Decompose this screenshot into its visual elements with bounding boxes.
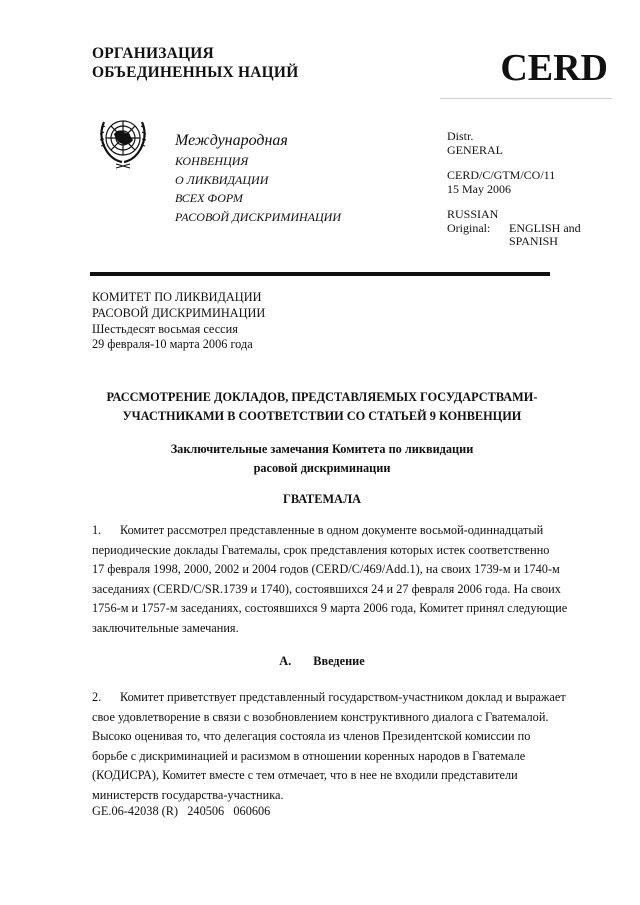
- paragraph-line: (КОДИСРА), Комитет вместе с тем отмечает, что в нее не входили представители: [92, 768, 518, 783]
- title-line: УЧАСТНИКАМИ В СООТВЕТСТВИИ СО СТАТЬЕЙ 9 КОНВЕНЦИИ: [122, 409, 522, 423]
- convention-line: КОНВЕНЦИЯ: [175, 154, 249, 168]
- section-heading-a: [92, 652, 552, 671]
- convention-line: Международная: [175, 132, 288, 149]
- paragraph-number: 2.: [92, 690, 102, 704]
- committee-line: РАСОВОЙ ДИСКРИМИНАЦИИ: [92, 305, 266, 320]
- paragraph-1: [92, 521, 568, 639]
- distribution-block: [447, 130, 581, 249]
- paragraph-line: [92, 521, 552, 541]
- original-label: Original:: [447, 220, 491, 235]
- paragraph-line: борьбе с дискриминацией и расизмом в отношении коренных народов в Гватемале: [92, 748, 526, 763]
- original-language: [447, 222, 581, 249]
- subtitle-line: расовой дискриминации: [253, 461, 391, 475]
- title-line: РАССМОТРЕНИЕ ДОКЛАДОВ, ПРЕДСТАВЛЯЕМЫХ ГОСУДАРСТВАМИ-: [106, 390, 538, 404]
- document-job-number: GE.06-42038 (R) 240506 060606: [92, 804, 271, 818]
- paragraph-line: 17 февраля 1998, 2000, 2002 и 2004 годов (CERD/C/469/Add.1), на своих 1739-м и 1740-м: [92, 562, 560, 577]
- convention-line: О ЛИКВИДАЦИИ: [175, 172, 269, 187]
- paragraph-number: 1.: [92, 523, 102, 537]
- section-letter: A.: [279, 654, 292, 668]
- un-emblem-icon: [92, 110, 154, 172]
- paragraph-line: министерств государства-участника.: [92, 787, 284, 802]
- organization-name: [92, 44, 298, 82]
- paragraph-line: свое удовлетворение в связи с возобновлением конструктивного диалога с Гватемалой.: [92, 709, 549, 724]
- organization-line: ОРГАНИЗАЦИЯ: [92, 45, 214, 62]
- committee-block: [92, 290, 265, 353]
- session-line: Шестьдесят восьмая сессия: [92, 321, 238, 336]
- header-rule: [90, 272, 550, 276]
- document-title: [92, 388, 552, 426]
- original-value-line: SPANISH: [509, 234, 558, 248]
- original-value: [509, 222, 581, 249]
- document-symbol-cerd: CERD: [500, 47, 608, 89]
- paragraph-line: периодические доклады Гватемалы, срок представления которых истек соответственно: [92, 542, 550, 557]
- paragraph-text: Комитет рассмотрел представленные в одном документе восьмой-одиннадцатый: [120, 523, 544, 537]
- organization-line: ОБЪЕДИНЕННЫХ НАЦИЙ: [92, 64, 299, 81]
- convention-line: РАСОВОЙ ДИСКРИМИНАЦИИ: [175, 209, 342, 224]
- document-subtitle: [92, 440, 552, 478]
- section-title: Введение: [313, 654, 365, 668]
- distr-value: GENERAL: [447, 142, 503, 157]
- doc-date: 15 May 2006: [447, 181, 511, 196]
- country-heading: ГВАТЕМАЛА: [283, 492, 361, 506]
- session-dates: 29 февраля-10 марта 2006 года: [92, 337, 253, 352]
- paragraph-line: [92, 688, 566, 708]
- paragraph-line: Высоко оценивая то, что делегация состояла из членов Президентской комиссии по: [92, 729, 531, 744]
- doc-symbol: CERD/C/GTM/CO/11: [447, 168, 556, 182]
- subtitle-line: Заключительные замечания Комитета по ликвидации: [170, 442, 474, 456]
- paragraph-line: заключительные замечания.: [92, 620, 239, 635]
- paragraph-line: заседаниях (CERD/C/SR.1739 и 1740), состоявшихся 24 и 27 февраля 2006 года. На своих: [92, 581, 561, 596]
- convention-title: [175, 130, 341, 226]
- paragraph-line: 1756-м и 1757-м заседаниях, состоявшихся 9 марта 2006 года, Комитет принял следующие: [92, 601, 568, 616]
- distr-label: Distr.: [447, 129, 474, 143]
- paragraph-text: Комитет приветствует представленный государством-участником доклад и выражает: [120, 690, 566, 704]
- convention-line: ВСЕХ ФОРМ: [175, 191, 243, 206]
- committee-line: КОМИТЕТ ПО ЛИКВИДАЦИИ: [92, 290, 262, 304]
- original-value-line: ENGLISH and: [509, 220, 581, 235]
- header-divider: [440, 98, 612, 99]
- doc-language: RUSSIAN: [447, 207, 499, 221]
- paragraph-2: [92, 688, 566, 806]
